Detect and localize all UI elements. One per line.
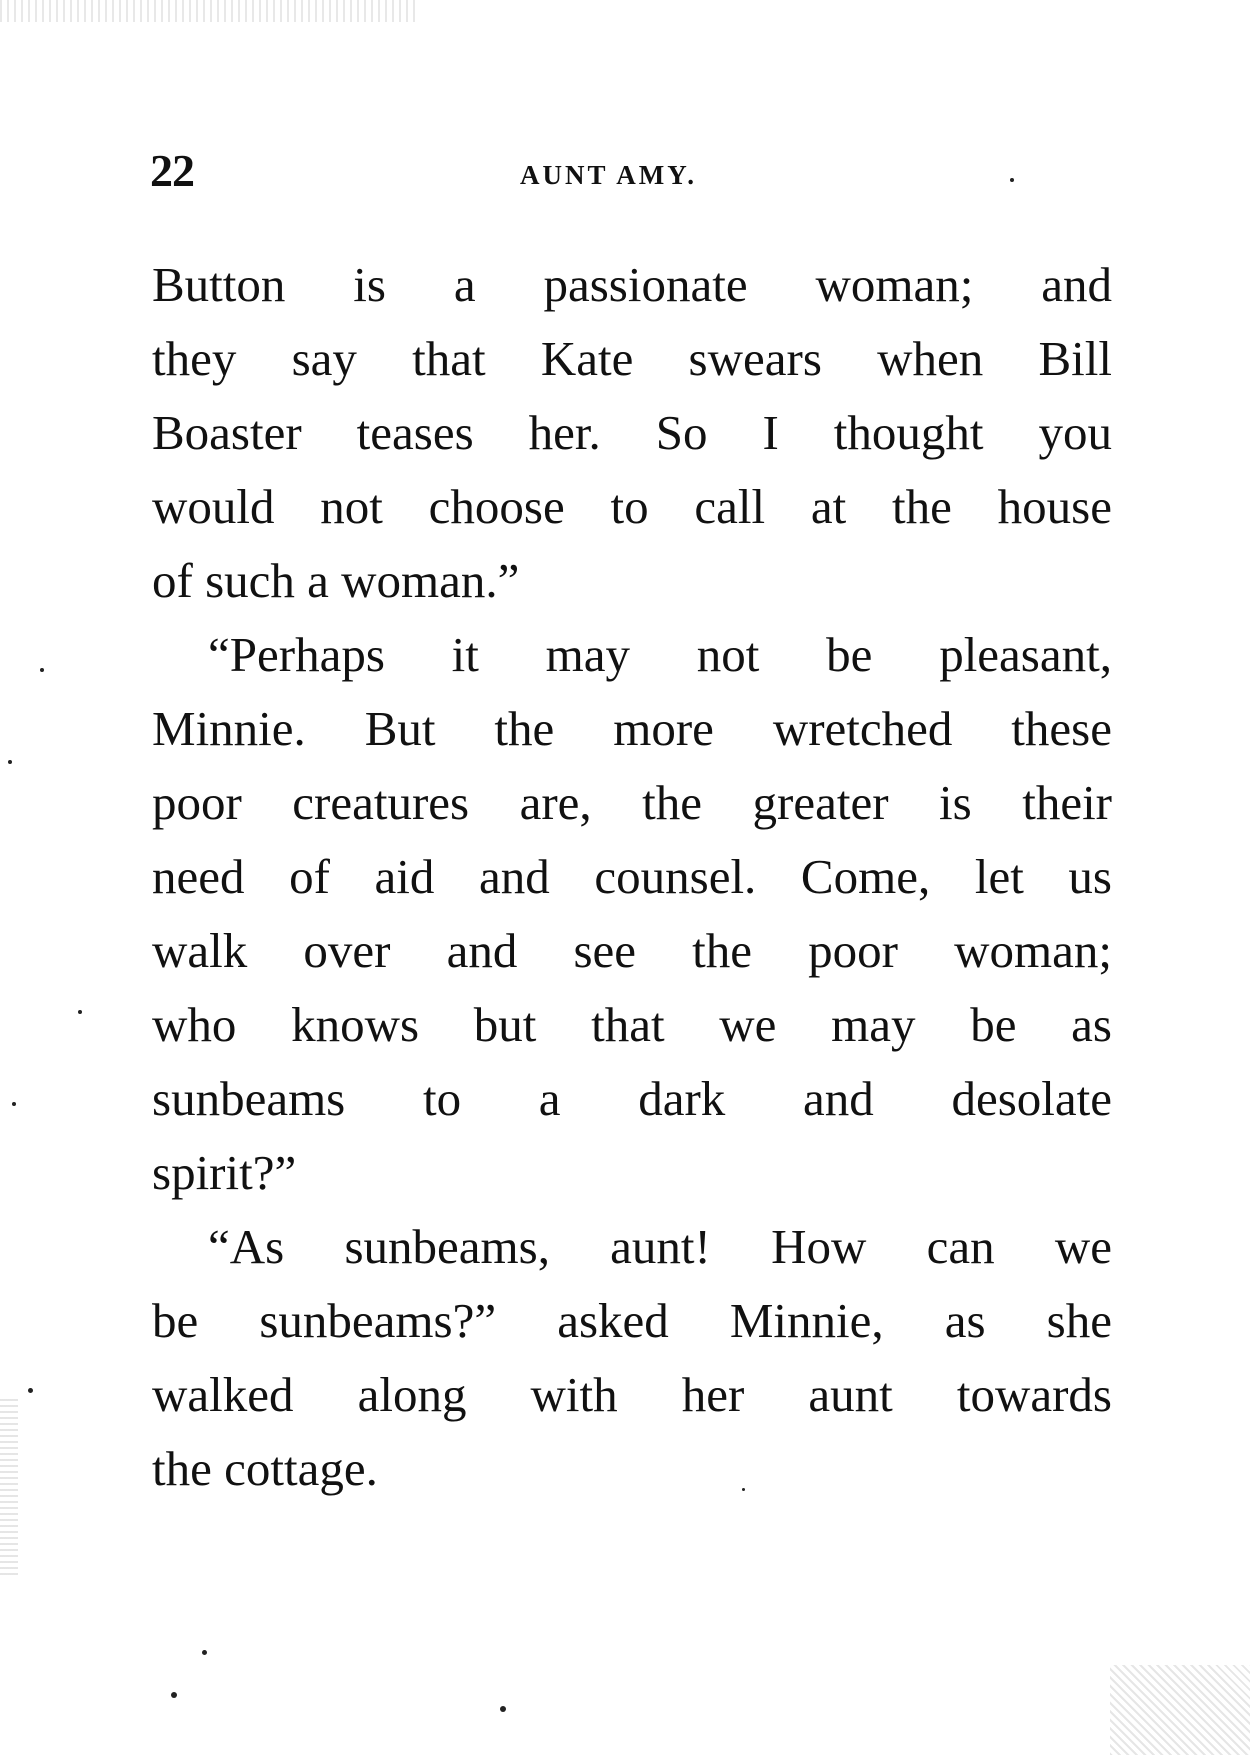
body-text <box>152 248 1112 1506</box>
text-line: they say that Kate swears when Bill <box>152 331 1112 386</box>
text-line: sunbeams to a dark and desolate <box>152 1071 1112 1126</box>
text-line: “As sunbeams, aunt! How can we <box>208 1219 1112 1274</box>
text-line: need of aid and counsel. Come, let us <box>152 849 1112 904</box>
text-line: Boaster teases her. So I thought you <box>152 405 1112 460</box>
text-line: Button is a passionate woman; and <box>152 257 1112 312</box>
scan-speck <box>28 1388 33 1393</box>
paragraph <box>152 1210 1112 1506</box>
text-line: be sunbeams?” asked Minnie, as she <box>152 1293 1112 1348</box>
text-line: Minnie. But the more wretched these <box>152 701 1112 756</box>
scan-speck <box>8 760 12 764</box>
paragraph <box>152 618 1112 1210</box>
scan-noise-left-edge <box>0 1395 18 1575</box>
running-head: AUNT AMY. <box>520 160 698 190</box>
scan-speck <box>500 1706 506 1712</box>
scan-speck <box>202 1650 207 1655</box>
scan-noise-top-left <box>0 0 420 22</box>
scan-speck <box>40 668 44 672</box>
text-line: of such a woman.” <box>152 553 520 608</box>
scan-speck <box>78 1010 82 1014</box>
text-line: “Perhaps it may not be pleasant, <box>208 627 1112 682</box>
text-line: would not choose to call at the house <box>152 479 1112 534</box>
scan-speck <box>12 1102 16 1106</box>
text-line: poor creatures are, the greater is their <box>152 775 1112 830</box>
paragraph <box>152 248 1112 618</box>
text-line: walk over and see the poor woman; <box>152 923 1112 978</box>
text-line: spirit?” <box>152 1145 297 1200</box>
text-line: who knows but that we may be as <box>152 997 1112 1052</box>
page-header <box>150 145 1110 204</box>
page-number: 22 <box>150 145 194 196</box>
scan-noise-bottom-right <box>1110 1665 1250 1755</box>
scan-speck <box>171 1692 177 1698</box>
text-line: the cottage. <box>152 1441 378 1496</box>
text-line: walked along with her aunt towards <box>152 1367 1112 1422</box>
